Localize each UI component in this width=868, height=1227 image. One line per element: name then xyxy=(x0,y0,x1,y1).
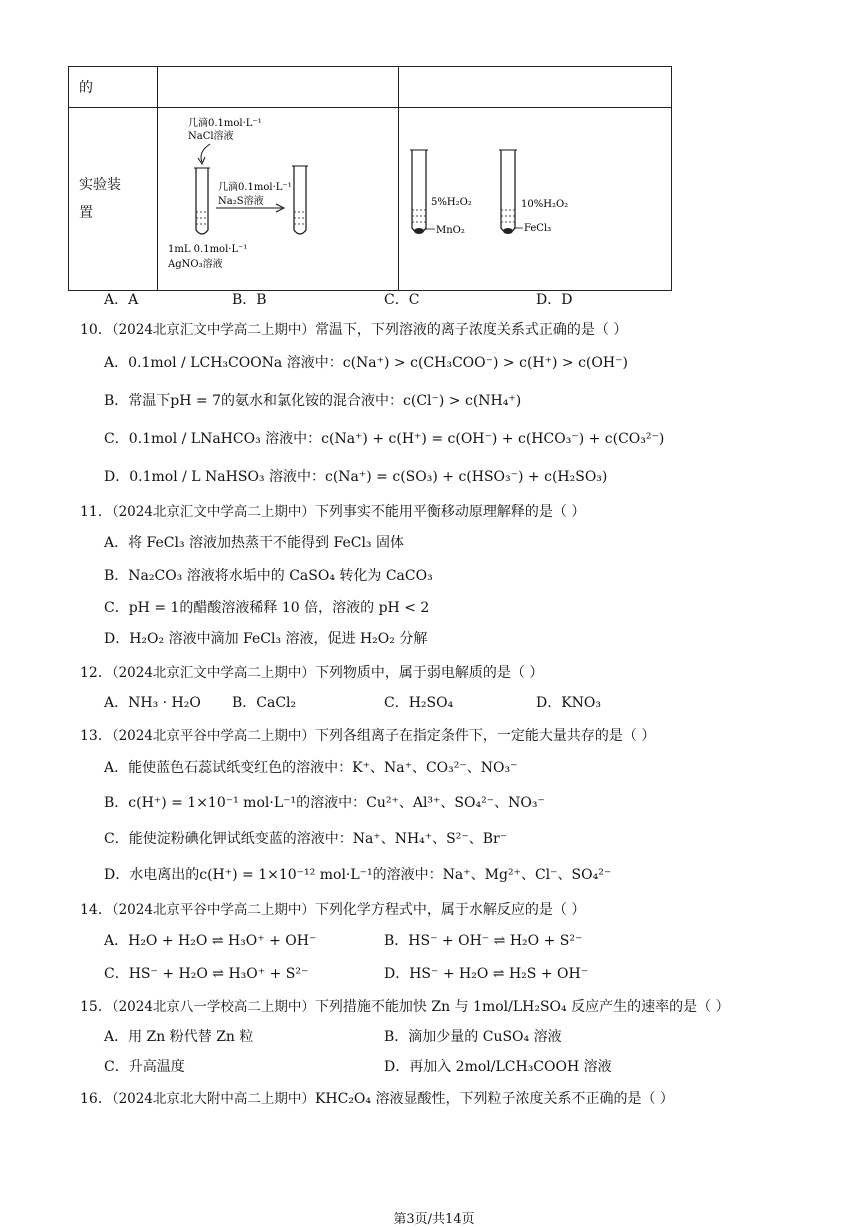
q11-option-a[interactable]: A．将 FeCl₃ 溶液加热蒸干不能得到 FeCl₃ 固体 xyxy=(104,535,404,551)
question-15 xyxy=(80,995,730,1016)
question-number: 14． xyxy=(80,902,112,918)
option-expression: c(Cl⁻) > c(NH₄⁺) xyxy=(403,393,522,409)
q10-option-b[interactable] xyxy=(104,390,521,410)
question-11 xyxy=(80,500,585,521)
base-solution-label-line2: AgNO₃溶液 xyxy=(168,259,223,270)
row-label-apparatus xyxy=(69,108,158,291)
cell-apparatus-B xyxy=(399,108,672,291)
question-stem: KHC₂O₄ 溶液显酸性，下列粒子浓度关系不正确的是（ ） xyxy=(314,1091,674,1107)
q11-option-c[interactable]: C．pH = 1的醋酸溶液稀释 10 倍，溶液的 pH < 2 xyxy=(104,600,430,616)
row-label-line1: 实验装 xyxy=(79,177,121,193)
option-text: 常温下pH = 7的氨水和氯化铵的混合液中： xyxy=(128,393,404,409)
question-stem: 下列物质中，属于弱电解质的是（ ） xyxy=(314,665,544,681)
q9-option-c[interactable]: C．C xyxy=(384,292,420,308)
question-12 xyxy=(80,661,543,682)
apparatus-table xyxy=(68,66,672,291)
question-source: （2024北京汇文中学高二上期中） xyxy=(111,504,315,520)
option-label: B． xyxy=(104,393,129,409)
test-tube-mno2 xyxy=(410,150,428,234)
page-footer: 第3页/共14页 xyxy=(393,1212,475,1227)
option-text: 0.1mol / LCH₃COONa 溶液中： xyxy=(128,355,343,371)
drop2-label-line1: 几滴0.1mol·L⁻¹ xyxy=(218,182,292,193)
question-source: （2024北京北大附中高二上期中） xyxy=(111,1091,315,1107)
question-number: 12． xyxy=(80,665,112,681)
question-source: （2024北京汇文中学高二上期中） xyxy=(111,322,315,338)
tube1-solution-label: 5%H₂O₂ xyxy=(431,197,472,208)
question-number: 15． xyxy=(80,999,112,1015)
q15-option-b[interactable]: B．滴加少量的 CuSO₄ 溶液 xyxy=(384,1029,562,1045)
q11-option-d[interactable]: D．H₂O₂ 溶液中滴加 FeCl₃ 溶液，促进 H₂O₂ 分解 xyxy=(104,631,428,647)
test-tube-1 xyxy=(194,168,210,234)
question-16 xyxy=(80,1087,674,1108)
q13-option-b[interactable]: B．c(H⁺) = 1×10⁻¹ mol·L⁻¹的溶液中：Cu²⁺、Al³⁺、SO₄²⁻、NO₃⁻ xyxy=(104,795,545,811)
q14-option-b[interactable]: B．HS⁻ + OH⁻ ⇌ H₂O + S²⁻ xyxy=(384,933,583,949)
option-label: D． xyxy=(104,469,130,485)
precipitation-apparatus-figure xyxy=(158,108,398,286)
question-source: （2024北京八一学校高二上期中） xyxy=(111,999,315,1015)
option-label: C． xyxy=(104,431,129,447)
question-source: （2024北京平谷中学高二上期中） xyxy=(111,902,315,918)
tube1-catalyst-label: MnO₂ xyxy=(436,225,465,236)
q10-option-a[interactable] xyxy=(104,352,628,372)
question-13 xyxy=(80,724,655,745)
option-label: A． xyxy=(104,355,129,371)
question-stem: 常温下，下列溶液的离子浓度关系式正确的是（ ） xyxy=(314,322,628,338)
option-text: 0.1mol / LNaHCO₃ 溶液中： xyxy=(128,431,322,447)
question-number: 10． xyxy=(80,322,112,338)
cell-apparatus-A xyxy=(158,108,399,291)
base-solution-label-line1: 1mL 0.1mol·L⁻¹ xyxy=(168,244,248,255)
drop1-label-line2: NaCl溶液 xyxy=(188,131,234,142)
q12-option-a[interactable]: A．NH₃ · H₂O xyxy=(104,695,201,711)
q13-option-c[interactable]: C．能使淀粉碘化钾试纸变蓝的溶液中：Na⁺、NH₄⁺、S²⁻、Br⁻ xyxy=(104,831,508,847)
tube2-solution-label: 10%H₂O₂ xyxy=(521,199,569,210)
q12-option-c[interactable]: C．H₂SO₄ xyxy=(384,695,454,711)
drop1-arrow xyxy=(201,144,210,162)
test-tube-fecl3 xyxy=(499,150,517,234)
option-expression: c(Na⁺) = c(SO₃) + c(HSO₃⁻) + c(H₂SO₃) xyxy=(324,469,608,485)
q11-option-b[interactable]: B．Na₂CO₃ 溶液将水垢中的 CaSO₄ 转化为 CaCO₃ xyxy=(104,568,433,584)
q13-option-d[interactable]: D．水电离出的c(H⁺) = 1×10⁻¹² mol·L⁻¹的溶液中：Na⁺、Mg²⁺、Cl⁻、SO₄²⁻ xyxy=(104,867,612,883)
option-expression: c(Na⁺) + c(H⁺) = c(OH⁻) + c(HCO₃⁻) + c(CO₃²⁻) xyxy=(321,431,665,447)
q14-option-c[interactable]: C．HS⁻ + H₂O ⇌ H₃O⁺ + S²⁻ xyxy=(104,966,309,982)
q10-option-d[interactable] xyxy=(104,466,607,486)
q9-option-a[interactable]: A．A xyxy=(104,292,139,308)
q9-option-d[interactable]: D．D xyxy=(536,292,573,308)
row-label-line2: 置 xyxy=(79,205,93,221)
cell-purpose-A xyxy=(158,67,399,108)
option-expression: c(Na⁺) > c(CH₃COO⁻) > c(H⁺) > c(OH⁻) xyxy=(342,355,628,371)
drop1-label-line1: 几滴0.1mol·L⁻¹ xyxy=(188,118,262,129)
question-number: 16． xyxy=(80,1091,112,1107)
q12-option-b[interactable]: B．CaCl₂ xyxy=(232,695,297,711)
question-10 xyxy=(80,318,627,339)
option-text: 0.1mol / L NaHSO₃ 溶液中： xyxy=(129,469,325,485)
question-14 xyxy=(80,898,585,919)
q15-option-d[interactable]: D．再加入 2mol/LCH₃COOH 溶液 xyxy=(384,1059,612,1075)
q9-option-b[interactable]: B．B xyxy=(232,292,267,308)
catalysis-apparatus-figure xyxy=(399,108,671,286)
tube2-catalyst-label: FeCl₃ xyxy=(524,223,552,234)
question-stem: 下列措施不能加快 Zn 与 1mol/LH₂SO₄ 反应产生的速率的是（ ） xyxy=(314,999,730,1015)
question-number: 11． xyxy=(80,504,112,520)
q14-option-a[interactable]: A．H₂O + H₂O ⇌ H₃O⁺ + OH⁻ xyxy=(104,933,317,949)
question-stem: 下列各组离子在指定条件下，一定能大量共存的是（ ） xyxy=(314,728,656,744)
cell-purpose-B xyxy=(399,67,672,108)
q13-option-a[interactable]: A．能使蓝色石蕊试纸变红色的溶液中：K⁺、Na⁺、CO₃²⁻、NO₃⁻ xyxy=(104,760,518,776)
q12-option-d[interactable]: D．KNO₃ xyxy=(536,695,602,711)
question-source: （2024北京汇文中学高二上期中） xyxy=(111,665,315,681)
question-stem: 下列化学方程式中，属于水解反应的是（ ） xyxy=(314,902,586,918)
q15-option-a[interactable]: A．用 Zn 粉代替 Zn 粒 xyxy=(104,1029,254,1045)
question-number: 13． xyxy=(80,728,112,744)
question-source: （2024北京平谷中学高二上期中） xyxy=(111,728,315,744)
question-stem: 下列事实不能用平衡移动原理解释的是（ ） xyxy=(314,504,586,520)
test-tube-2 xyxy=(292,166,308,234)
q10-option-c[interactable] xyxy=(104,428,664,448)
q15-option-c[interactable]: C．升高温度 xyxy=(104,1059,185,1075)
q14-option-d[interactable]: D．HS⁻ + H₂O ⇌ H₂S + OH⁻ xyxy=(384,966,589,982)
row-label-text: 的 xyxy=(79,80,93,96)
row-label-purpose xyxy=(69,67,158,108)
drop2-label-line2: Na₂S溶液 xyxy=(218,196,264,207)
